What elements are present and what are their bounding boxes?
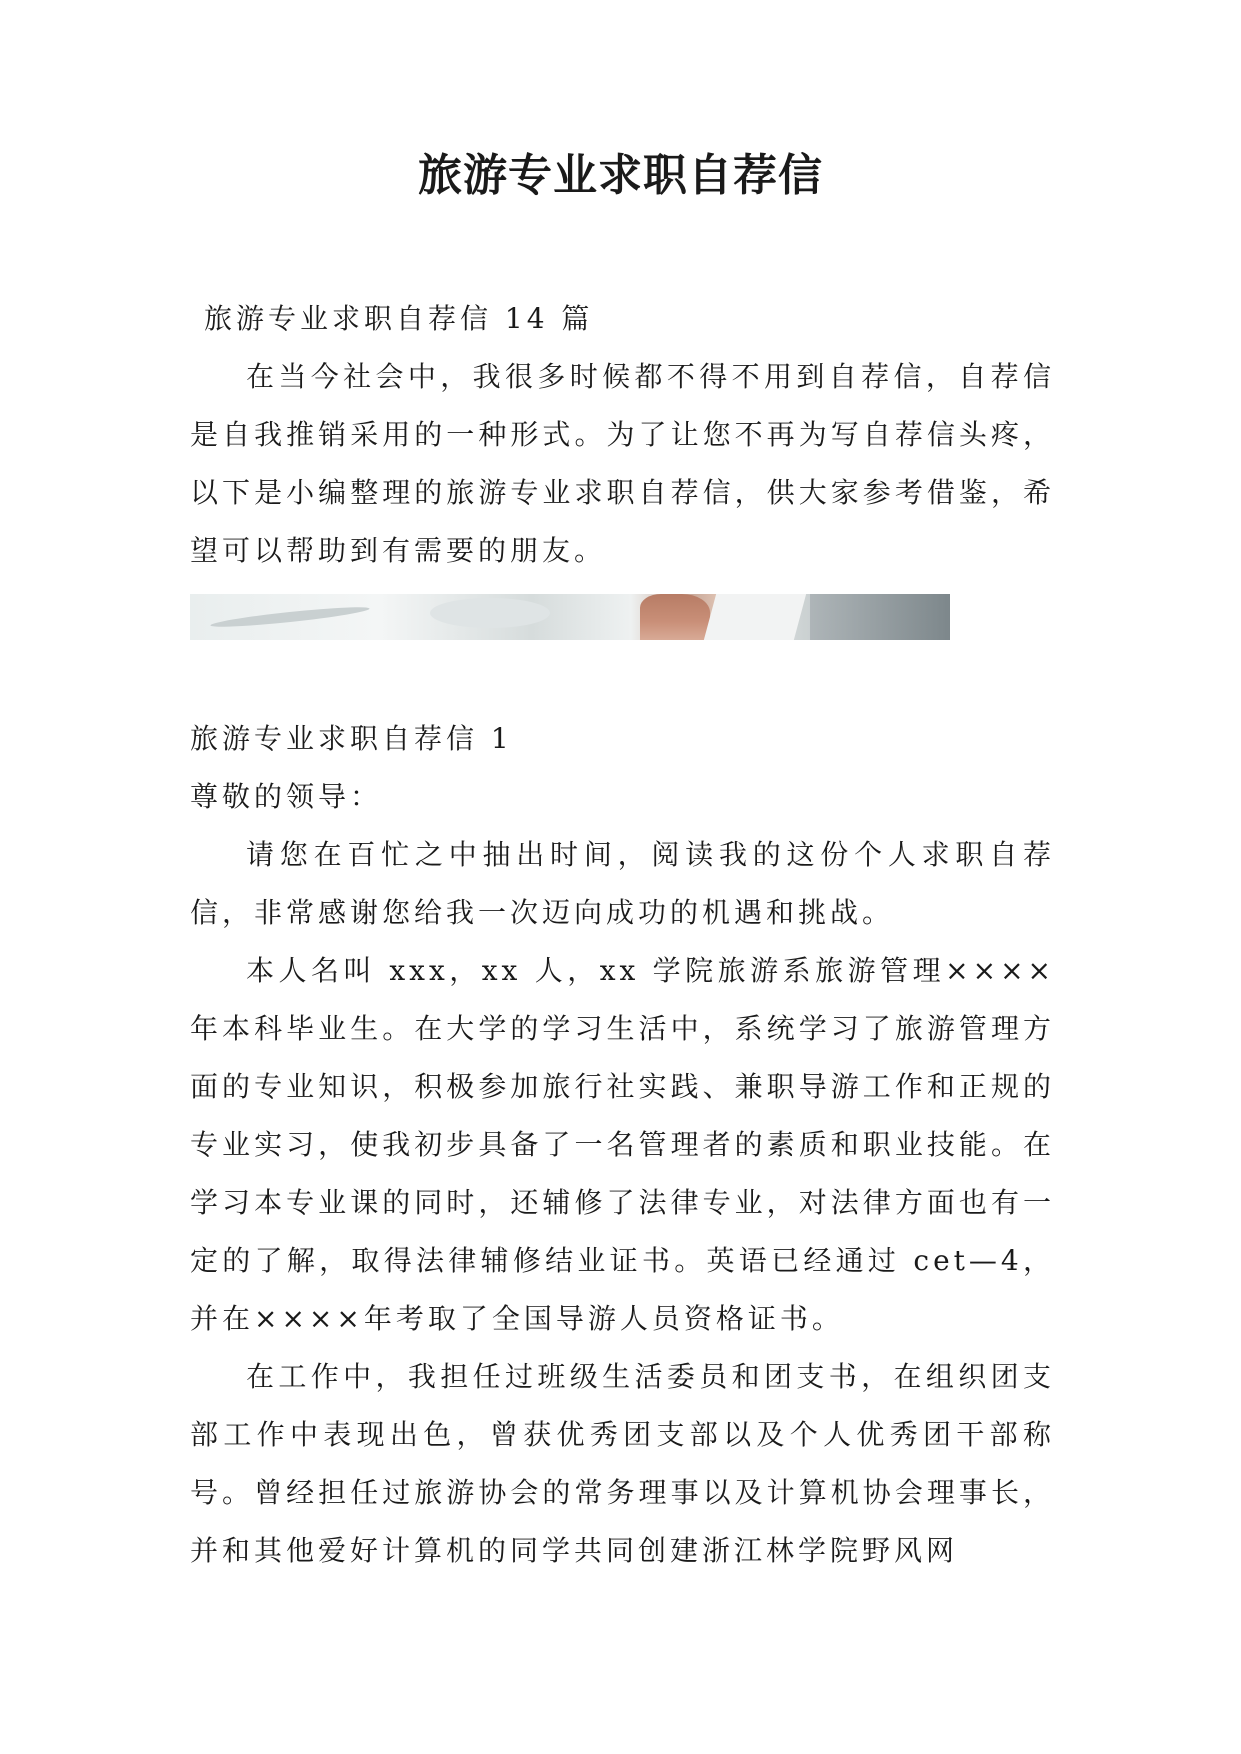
document-body (190, 290, 1055, 1580)
intro-paragraph: 在当今社会中，我很多时候都不得不用到自荐信，自荐信是自我推销采用的一种形式。为了让您不再为写自荐信头疼，以下是小编整理的旅游专业求职自荐信，供大家参考借鉴，希望可以帮助到有需要的朋友。 (190, 360, 1055, 567)
banner-decor (210, 604, 370, 631)
banner-hand (640, 594, 710, 640)
banner-paper (704, 594, 806, 640)
banner-shadow (810, 594, 950, 640)
salutation: 尊敬的领导： (190, 780, 383, 813)
section-heading: 旅游专业求职自荐信 1 (190, 722, 513, 755)
document-subtitle: 旅游专业求职自荐信 14 篇 (204, 302, 594, 335)
body-paragraph: 在工作中，我担任过班级生活委员和团支书，在组织团支部工作中表现出色，曾获优秀团支部以及个人优秀团干部称号。曾经担任过旅游协会的常务理事以及计算机协会理事长，并和其他爱好计算机的同学共同创建浙江林学院野风网 (190, 1360, 1055, 1567)
banner-image (190, 594, 950, 640)
body-paragraph: 本人名叫 xxx，xx 人，xx 学院旅游系旅游管理××××年本科毕业生。在大学的学习生活中，系统学习了旅游管理方面的专业知识，积极参加旅行社实践、兼职导游工作和正规的专业实习，使我初步具备了一名管理者的素质和职业技能。在学习本专业课的同时，还辅修了法律专业，对法律方面也有一定的了解，取得法律辅修结业证书。英语已经通过 cet—4，并在××××年考取了全国导游人员资格证书。 (190, 954, 1055, 1335)
banner-decor (430, 598, 550, 628)
body-paragraph: 请您在百忙之中抽出时间，阅读我的这份个人求职自荐信，非常感谢您给我一次迈向成功的机遇和挑战。 (190, 838, 1055, 929)
document-title: 旅游专业求职自荐信 (418, 150, 823, 201)
